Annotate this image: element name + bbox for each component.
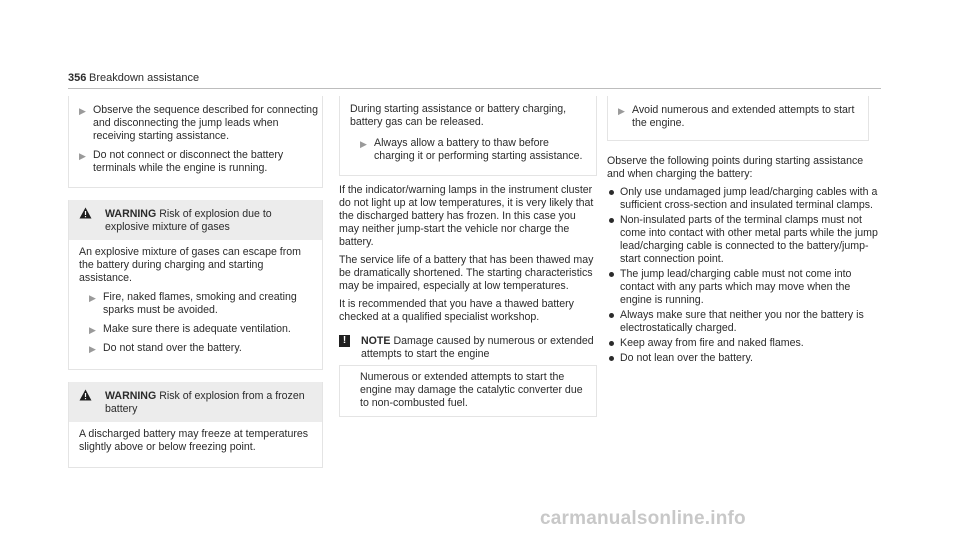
note-body: Numerous or extended attempts to start the engine may damage the catalytic converter due to non-combusted fuel. bbox=[339, 365, 597, 417]
paragraph-service-life: The service life of a battery that has been thawed may be dramatically shortened. The starting characteristics may be impaired, especially at low temperatures. bbox=[339, 254, 594, 292]
arrow-right-icon: ▶ bbox=[360, 139, 367, 149]
warning-box-frozen-battery bbox=[68, 382, 323, 468]
bullet-icon bbox=[609, 218, 614, 223]
arrow-right-icon: ▶ bbox=[618, 106, 625, 116]
list-item: Non-insulated parts of the terminal clamps must not come into contact with other metal parts while the jump lead/charging cable is connected to the battery/jump-start connection point. bbox=[607, 214, 881, 266]
warning-triangle-icon bbox=[79, 207, 92, 223]
note-label: NOTE bbox=[361, 335, 391, 347]
arrow-right-icon: ▶ bbox=[89, 325, 96, 335]
arrow-right-icon: ▶ bbox=[79, 151, 86, 161]
instruction-step: ▶ Do not connect or disconnect the battery terminals while the engine is running. bbox=[79, 149, 284, 174]
warning-triangle-icon bbox=[79, 389, 92, 405]
column-2 bbox=[339, 96, 597, 417]
note-step: ▶ Avoid numerous and extended attempts to start the engine. bbox=[618, 104, 855, 129]
note-title: Damage caused by numerous or extended attempts to start the engine bbox=[361, 335, 594, 360]
arrow-right-icon: ▶ bbox=[89, 293, 96, 303]
warning-step: ▶ Make sure there is adequate ventilation. bbox=[89, 323, 291, 335]
list-item: The jump lead/charging cable must not come into contact with any parts which may move when the engine is running. bbox=[607, 268, 881, 307]
instruction-box bbox=[68, 96, 323, 188]
warning-label: WARNING bbox=[105, 208, 157, 220]
bullet-icon bbox=[609, 356, 614, 361]
page-number: 356 bbox=[68, 72, 87, 84]
warning-step: ▶ Fire, naked flames, smoking and creating sparks must be avoided. bbox=[89, 291, 297, 316]
warning-body: A discharged battery may freeze at temperatures slightly above or below freezing point. bbox=[79, 428, 309, 453]
list-item: Always make sure that neither you nor the battery is electrostatically charged. bbox=[607, 309, 881, 335]
arrow-right-icon: ▶ bbox=[79, 106, 86, 116]
note-exclamation-icon: ! bbox=[339, 335, 350, 347]
continued-note-box bbox=[607, 96, 869, 141]
arrow-right-icon: ▶ bbox=[89, 344, 96, 354]
continued-warning-box bbox=[339, 96, 597, 176]
bullet-icon bbox=[609, 190, 614, 195]
paragraph-frozen: If the indicator/warning lamps in the instrument cluster do not light up at low temperatures, it is very likely that the discharged battery has frozen. In this case you may neither jump-start the vehicle nor charge the battery. bbox=[339, 184, 594, 248]
watermark: carmanualsonline.info bbox=[540, 508, 746, 529]
list-item: Do not lean over the battery. bbox=[607, 352, 881, 365]
instruction-step: ▶ Observe the sequence described for connecting and disconnecting the jump leads when receiving starting assistance. bbox=[79, 104, 318, 142]
warning-header bbox=[69, 382, 322, 422]
warning-header bbox=[69, 200, 322, 240]
points-list bbox=[607, 186, 881, 365]
warning-title: Risk of explosion due to explosive mixture of gases bbox=[105, 208, 272, 233]
note-header bbox=[339, 329, 597, 365]
page-header bbox=[68, 72, 881, 89]
warning-title: Risk of explosion from a frozen battery bbox=[105, 390, 305, 415]
warning-box-explosion-gases bbox=[68, 200, 323, 370]
list-item: Only use undamaged jump lead/charging cables with a sufficient cross-section and insulated terminal clamps. bbox=[607, 186, 881, 212]
column-3 bbox=[607, 96, 881, 367]
warning-body: During starting assistance or battery charging, battery gas can be released. bbox=[350, 103, 567, 128]
warning-step: ▶ Always allow a battery to thaw before charging it or performing starting assistance. bbox=[360, 137, 583, 162]
warning-body: An explosive mixture of gases can escape from the battery during charging and starting assistance. bbox=[79, 246, 301, 284]
paragraph-recommendation: It is recommended that you have a thawed battery checked at a qualified specialist workshop. bbox=[339, 298, 574, 323]
points-intro: Observe the following points during starting assistance and when charging the battery: bbox=[607, 155, 864, 180]
bullet-icon bbox=[609, 272, 614, 277]
bullet-icon bbox=[609, 313, 614, 318]
bullet-icon bbox=[609, 341, 614, 346]
list-item: Keep away from fire and naked flames. bbox=[607, 337, 881, 350]
warning-label: WARNING bbox=[105, 390, 157, 402]
warning-step: ▶ Do not stand over the battery. bbox=[89, 342, 242, 354]
section-title: Breakdown assistance bbox=[89, 72, 200, 84]
column-1 bbox=[68, 96, 323, 468]
